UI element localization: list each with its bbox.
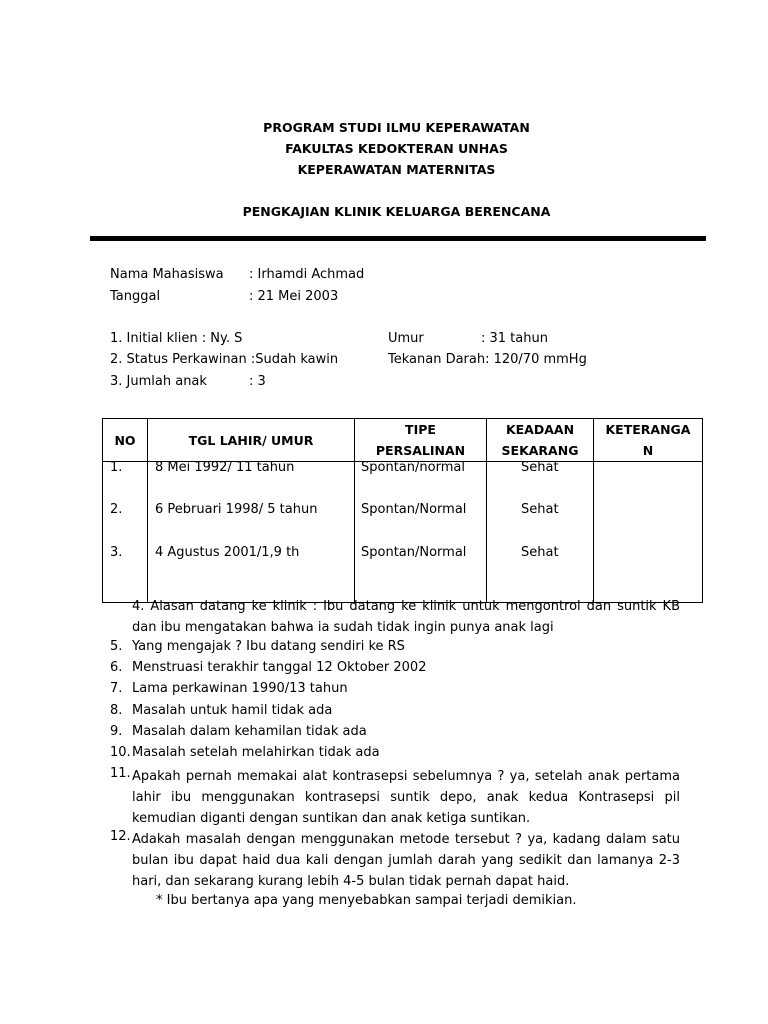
dob-column [148,462,355,603]
document-title: PENGKAJIAN KLINIK KELUARGA BERENCANA [242,204,551,219]
header-dob: TGL LAHIR/ UMUR [148,419,355,462]
date-label: Tanggal [110,289,161,304]
row-3-state: Sehat [521,545,559,560]
row-3-type: Spontan/Normal [361,545,467,560]
row-1-no: 1. [110,460,123,475]
row-1-type: Spontan/normal [361,460,465,475]
header-line-2: FAKULTAS KEDOKTERAN UNHAS [285,141,508,156]
item-11-text: Apakah pernah memakai alat kontrasepsi sebelumnya ? ya, setelah anak pertama lahir ibu menggunakan kontrasepsi suntik depo, anak kedua Kontrasepsi pil kemudian diganti dengan suntikan dan anak ketiga suntikan. [132,769,680,826]
item-8-text: Masalah untuk hamil tidak ada [132,703,333,718]
item-10-text: Masalah setelah melahirkan tidak ada [132,745,380,760]
header-line-1: PROGRAM STUDI ILMU KEPERAWATAN [263,120,530,135]
client-initial: 1. Initial klien : Ny. S [110,331,243,346]
row-1-dob: 8 Mei 1992/ 11 tahun [155,460,295,475]
header-line-3: KEPERAWATAN MATERNITAS [297,162,496,177]
item-5-number: 5. [110,639,123,654]
item-7-text: Lama perkawinan 1990/13 tahun [132,681,348,696]
row-3-dob: 4 Agustus 2001/1,9 th [155,545,300,560]
item-11-number: 11. [110,766,131,781]
row-2-no: 2. [110,502,123,517]
item-9-number: 9. [110,724,123,739]
age-label: Umur [388,331,424,346]
notes-column [594,462,703,603]
item-12-text: Adakah masalah dengan menggunakan metode tersebut ? ya, kadang dalam satu bulan ibu dapat haid dua kali dengan jumlah darah yang sedikit dan lamanya 2-3 hari, dan sekarang kurang lebih 4-5 bulan tidak pernah dapat haid. [132,832,680,889]
item-4-reason: 4. Alasan datang ke klinik : Ibu datang ke klinik untuk mengontrol dan suntik KB dan ibu mengatakan bahwa ia sudah tidak ingin punya anak lagi [132,599,680,635]
header-notes: KETERANGA N [594,419,703,462]
age-value: : 31 tahun [481,331,548,346]
row-1-state: Sehat [521,460,559,475]
item-8-number: 8. [110,703,123,718]
header-delivery-type: TIPE PERSALINAN [355,419,487,462]
row-2-dob: 6 Pebruari 1998/ 5 tahun [155,502,318,517]
children-table [102,418,703,603]
no-column [103,462,148,603]
item-9-text: Masalah dalam kehamilan tidak ada [132,724,367,739]
current-state-column [487,462,594,603]
row-2-type: Spontan/Normal [361,502,467,517]
item-5-text: Yang mengajak ? Ibu datang sendiri ke RS [132,639,405,654]
marital-status: 2. Status Perkawinan :Sudah kawin [110,352,339,367]
children-count-label: 3. Jumlah anak [110,374,207,389]
item-7-number: 7. [110,681,123,696]
mother-question-note: * Ibu bertanya apa yang menyebabkan sampai terjadi demikian. [156,893,577,908]
student-name-value: : Irhamdi Achmad [249,267,365,282]
blood-pressure: Tekanan Darah: 120/70 mmHg [388,352,587,367]
item-6-number: 6. [110,660,123,675]
delivery-type-column [355,462,487,603]
item-12-number: 12. [110,829,131,844]
student-name-label: Nama Mahasiswa [110,267,224,282]
header-current-state: KEADAAN SEKARANG [487,419,594,462]
row-2-state: Sehat [521,502,559,517]
row-3-no: 3. [110,545,123,560]
item-10-number: 10. [110,745,131,760]
table-body-row [103,462,703,603]
table-header-row [103,419,703,462]
header-no: NO [103,419,148,462]
item-6-text: Menstruasi terakhir tanggal 12 Oktober 2002 [132,660,427,675]
title-divider [90,236,706,241]
children-count-value: : 3 [249,374,266,389]
date-value: : 21 Mei 2003 [249,289,339,304]
